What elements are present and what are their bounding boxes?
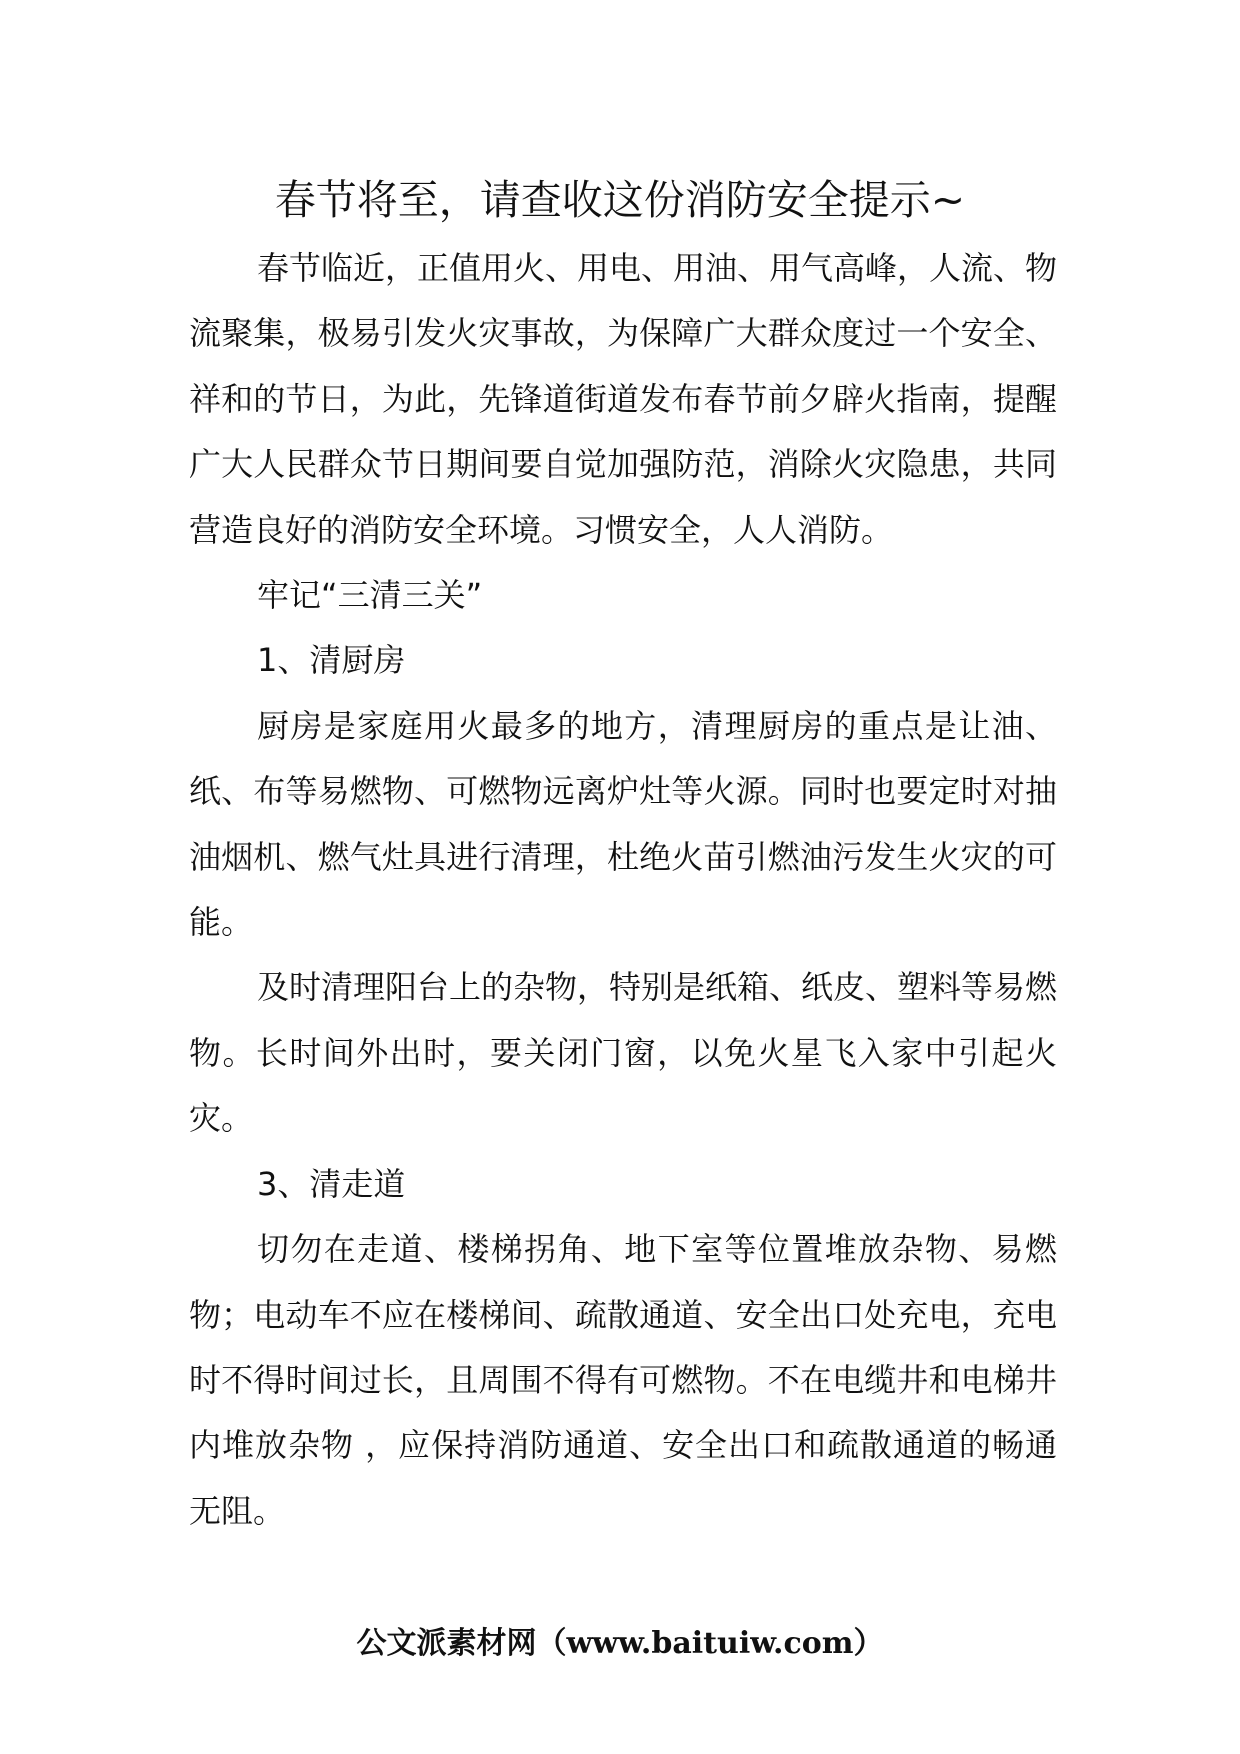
section-heading: 牢记“三清三关” bbox=[257, 576, 483, 615]
paragraph-corridor: 切勿在走道、楼梯拐角、地下室等位置堆放杂物、易燃物；电动车不应在楼梯间、疏散通道、安全出口处充电，充电时不得时间过长，且周围不得有可燃物。不在电缆井和电梯井内堆放杂物 ，应保持消防通道、安全出口和疏散通道的畅通无阻。 bbox=[189, 1230, 1057, 1530]
document-body bbox=[189, 236, 1057, 1544]
document-title: 春节将至，请查收这份消防安全提示~ bbox=[274, 176, 966, 224]
paragraph-kitchen: 厨房是家庭用火最多的地方，清理厨房的重点是让油、纸、布等易燃物、可燃物远离炉灶等火源。同时也要定时对抽油烟机、燃气灶具进行清理，杜绝火苗引燃油污发生火灾的可能。 bbox=[189, 706, 1057, 942]
footer-watermark: 公文派素材网（www.baituiw.com） bbox=[356, 1626, 884, 1661]
paragraph-balcony: 及时清理阳台上的杂物，特别是纸箱、纸皮、塑料等易燃物。长时间外出时，要关闭门窗，以免火星飞入家中引起火灾。 bbox=[189, 968, 1058, 1138]
subheading-kitchen: 1、清厨房 bbox=[257, 641, 406, 680]
subheading-corridor: 3、清走道 bbox=[257, 1164, 406, 1203]
paragraph-intro: 春节临近，正值用火、用电、用油、用气高峰，人流、物流聚集，极易引发火灾事故，为保障广大群众度过一个安全、祥和的节日，为此，先锋道街道发布春节前夕辟火指南，提醒广大人民群众节日期间要自觉加强防范，消除火灾隐患，共同营造良好的消防安全环境。习惯安全，人人消防。 bbox=[189, 249, 1058, 549]
